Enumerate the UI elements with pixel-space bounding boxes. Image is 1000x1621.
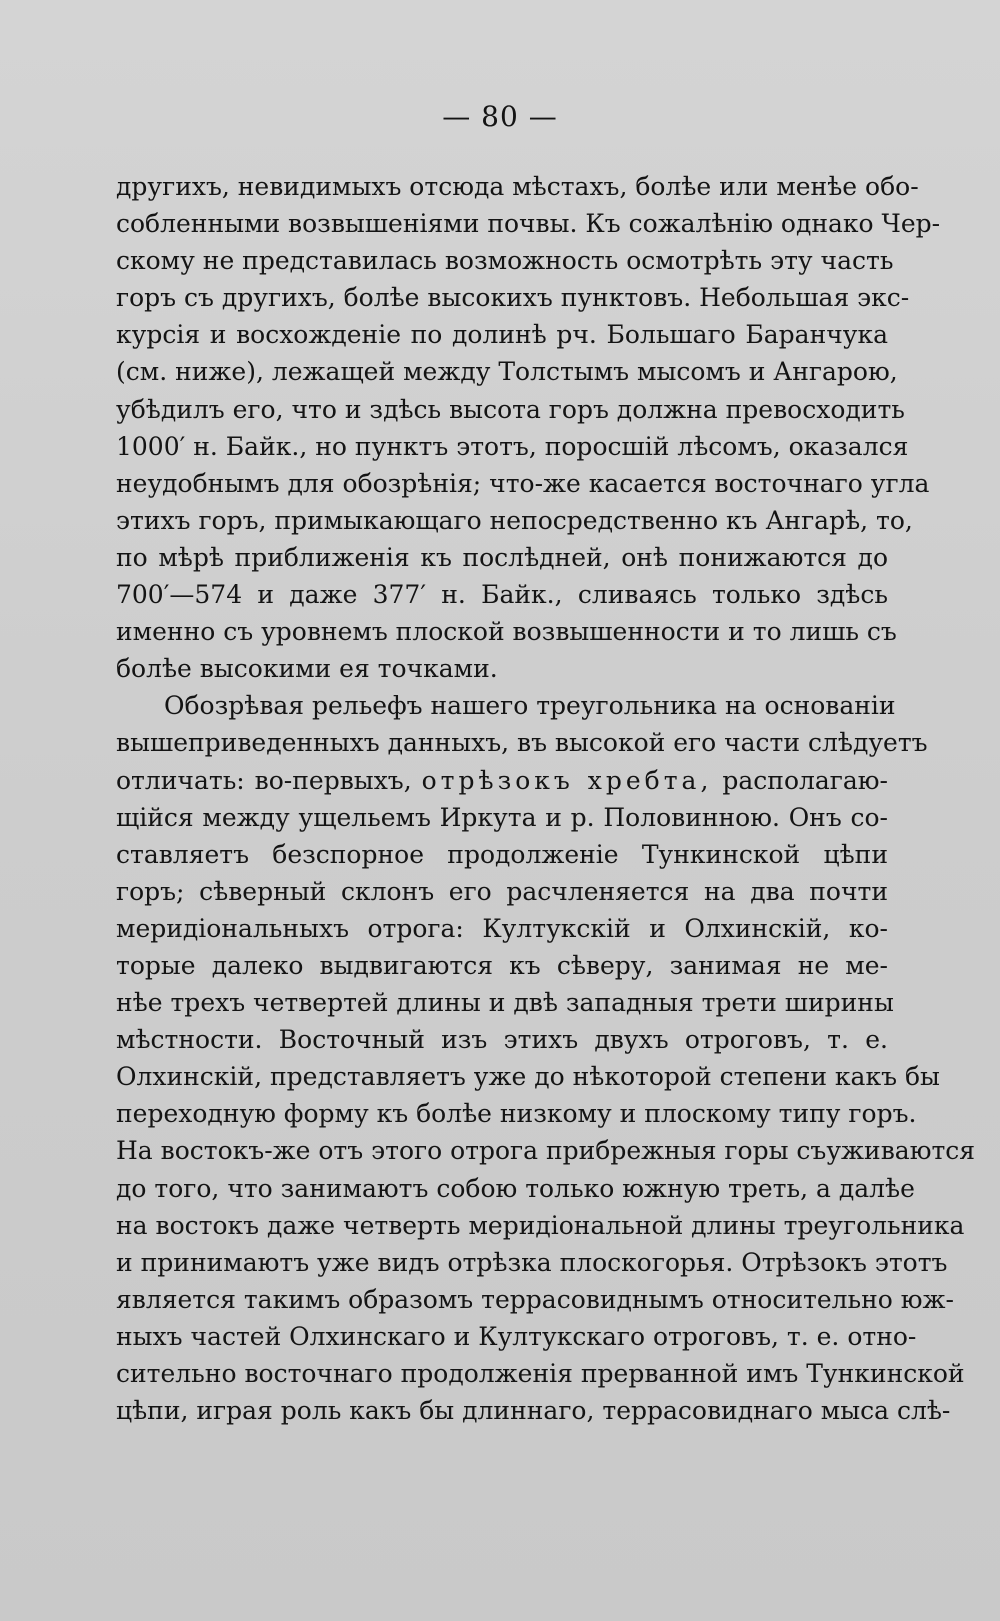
- text-line: (см. ниже), лежащей между Толстымъ мысомъ и Ангарою,: [116, 357, 898, 387]
- text-line: вышеприведенныхъ данныхъ, въ высокой его части слѣдуетъ: [116, 728, 928, 758]
- text-line: является такимъ образомъ террасовиднымъ относительно юж-: [116, 1284, 954, 1314]
- text-line: На востокъ-же отъ этого отрога прибрежныя горы съуживаются: [116, 1136, 976, 1166]
- text-line: по мѣрѣ приближенія къ послѣдней, онѣ понижаются до: [116, 542, 888, 572]
- text-line: неудобнымъ для обозрѣнія; что-же касается восточнаго угла: [116, 468, 930, 498]
- text-line: скому не представилась возможность осмотрѣть эту часть: [116, 246, 894, 276]
- text-line: именно съ уровнемъ плоской возвышенности и то лишь съ: [116, 617, 897, 647]
- text-line: убѣдилъ его, что и здѣсь высота горъ должна превосходить: [116, 394, 905, 424]
- text-line: на востокъ даже четверть меридіональной длины треугольника: [116, 1210, 965, 1240]
- text-line-spaced: [116, 762, 888, 799]
- text-line: цѣпи, играя роль какъ бы длиннаго, террасовиднаго мыса слѣ-: [116, 1396, 951, 1426]
- text-line: щійся между ущельемъ Иркута и р. Половинною. Онъ со-: [116, 802, 888, 832]
- text-line: горъ; сѣверный склонъ его расчленяется на два почти: [116, 876, 888, 906]
- text-line: ныхъ частей Олхинскаго и Култукскаго отроговъ, т. е. отно-: [116, 1321, 917, 1351]
- text-line: мѣстности. Восточный изъ этихъ двухъ отроговъ, т. е.: [116, 1025, 888, 1055]
- text-line: сительно восточнаго продолженія прерванной имъ Тункинской: [116, 1359, 965, 1388]
- text-line: меридіональныхъ отрога: Култукскій и Олхинскій, ко-: [116, 913, 888, 943]
- text-line: другихъ, невидимыхъ отсюда мѣстахъ, болѣе или менѣе обо-: [116, 172, 919, 201]
- page-number: — 80 —: [442, 100, 558, 133]
- text-line: этихъ горъ, примыкающаго непосредственно къ Ангарѣ, то,: [116, 505, 913, 535]
- text-line: болѣе высокими ея точками.: [116, 654, 498, 684]
- text-line: и принимаютъ уже видъ отрѣзка плоскогорья. Отрѣзокъ этотъ: [116, 1247, 948, 1277]
- body-text: [116, 168, 976, 1429]
- text-line: до того, что занимаютъ собою только южную треть, а далѣе: [116, 1173, 915, 1203]
- emphasized-term: отрѣзокъ хребта,: [421, 765, 713, 795]
- text-line: Олхинскій, представляетъ уже до нѣкоторой степени какъ бы: [116, 1062, 940, 1092]
- text-segment: располагаю-: [722, 765, 888, 795]
- text-line: собленными возвышеніями почвы. Къ сожалѣнію однако Чер-: [116, 209, 941, 239]
- text-line: переходную форму къ болѣе низкому и плоскому типу горъ.: [116, 1099, 917, 1129]
- text-line: курсія и восхожденіе по долинѣ рч. Большаго Баранчука: [116, 320, 888, 350]
- text-line: горъ съ другихъ, болѣе высокихъ пунктовъ. Небольшая экс-: [116, 283, 910, 313]
- text-line: 700′—574 и даже 377′ н. Байк., сливаясь только здѣсь: [116, 580, 888, 610]
- text-segment: отличать: во-первыхъ,: [116, 765, 412, 795]
- text-line: 1000′ н. Байк., но пунктъ этотъ, поросшій лѣсомъ, оказался: [116, 431, 909, 461]
- text-line: нѣе трехъ четвертей длины и двѣ западныя трети ширины: [116, 988, 894, 1018]
- text-line: ставляетъ безспорное продолженіе Тункинской цѣпи: [116, 839, 888, 869]
- text-line: торые далеко выдвигаются къ сѣверу, занимая не ме-: [116, 950, 888, 980]
- text-line: Обозрѣвая рельефъ нашего треугольника на основаніи: [164, 691, 896, 721]
